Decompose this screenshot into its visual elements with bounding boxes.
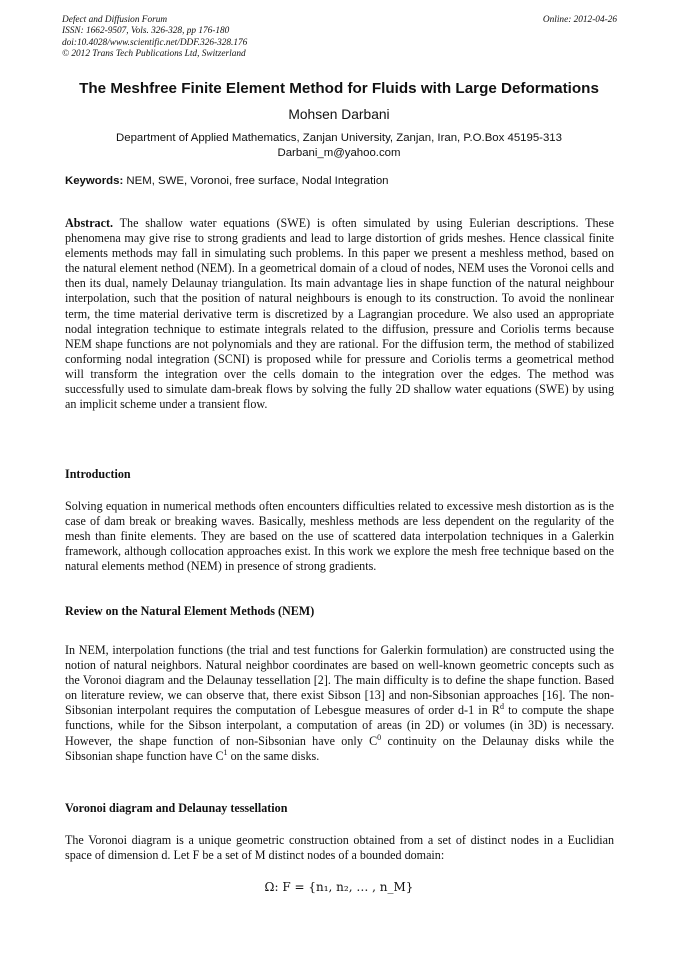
review-text-2: to compute the shape functions, while for the Sibson interpolant, a computation of areas (in 2D) or volumes (in 3D) is necessary. However, the shape function of non-Sibsonian have only C xyxy=(65,703,614,748)
introduction-paragraph: Solving equation in numerical methods often encounters difficulties related to excessive mesh distortion as is the case of dam break or breaking waves. Basically, meshless methods are less dependent on the regularity of the mesh than finite elements. They are based on the use of scattered data interpolation techniques in a Galerkin framework, although collocation approaches exist. In this work we explore the mesh free technique based on the natural elements method (NEM) in presence of strong gradients. xyxy=(65,499,614,574)
doi-line: doi:10.4028/www.scientific.net/DDF.326-328.176 xyxy=(62,37,248,48)
issn-line: ISSN: 1662-9507, Vols. 326-328, pp 176-180 xyxy=(62,26,230,37)
journal-header xyxy=(62,15,617,60)
online-date: Online: 2012-04-26 xyxy=(542,15,617,25)
voronoi-paragraph: The Voronoi diagram is a unique geometric construction obtained from a set of distinct nodes in a Euclidian space of dimension d. Let F be a set of M distinct nodes of a bounded domain: xyxy=(65,833,614,863)
node-set-equation: Ω: F = {n₁, n₂, … , n_M} xyxy=(264,880,414,894)
copyright-line: © 2012 Trans Tech Publications Ltd, Switzerland xyxy=(62,48,246,59)
abstract-text: The shallow water equations (SWE) is often simulated by using Eulerian descriptions. These phenomena may give rise to strong gradients and lead to large distortion of grids meshes. Hence classical finite elements methods may fall in simulating such problems. In this paper we present a meshless method, based on the natural element nethod (NEM). In a geometrical domain of a cloud of nodes, NEM uses the Voronoi cells and then its dual, namely Delaunay triangulation. Its main advantage lies in shape function of the natural neighbour interpolation, such that the position of natural neighbours is enough to its construction. To avoid the nonlinear term, the time material derivative term is discretized by a Lagrangian procedure. We also used an appropriate nodal integration technique to estimate integrals related to the diffusion, pressure and Coriolis terms because NEM shape functions are not polynomials and they are rational. For the diffusion term, the method of stabilized conforming nodal integration (SCNI) is proposed while for pressure and Coriolis terms a geometrical method will transform the integration over the cells domain to the integration over the edges. The method was successfully used to simulate dam-break flows by solving the fully 2D shallow water equations (SWE) by using an implicit scheme under a transient flow. xyxy=(65,216,614,412)
keywords-line xyxy=(65,175,389,187)
review-sup-2: 0 xyxy=(377,732,382,742)
nem-review-heading: Review on the Natural Element Methods (NEM) xyxy=(65,604,315,618)
author-affiliation xyxy=(0,131,678,161)
affiliation-line: Department of Applied Mathematics, Zanjan University, Zanjan, Iran, P.O.Box 45195-313 xyxy=(116,132,562,144)
keywords-label: Keywords: xyxy=(65,175,124,187)
paper-title: The Meshfree Finite Element Method for Fluids with Large Deformations xyxy=(79,80,599,97)
author-email: Darbani_m@yahoo.com xyxy=(277,147,401,159)
abstract-paragraph xyxy=(65,216,614,412)
journal-name: Defect and Diffusion Forum xyxy=(62,15,168,25)
abstract-label: Abstract. xyxy=(65,216,114,230)
voronoi-heading: Voronoi diagram and Delaunay tessellation xyxy=(65,801,288,815)
review-text-3: continuity on the Delaunay disks while the Sibsonian shape function have C xyxy=(65,733,614,763)
introduction-heading: Introduction xyxy=(65,467,131,481)
review-sup-3: 1 xyxy=(223,747,228,757)
review-text-4: on the same disks. xyxy=(227,748,320,763)
keywords-text: NEM, SWE, Voronoi, free surface, Nodal Integration xyxy=(123,175,389,187)
author-name: Mohsen Darbani xyxy=(288,107,390,122)
nem-review-paragraph xyxy=(65,643,614,764)
review-sup-1: d xyxy=(499,702,504,712)
review-text-1: In NEM, interpolation functions (the trial and test functions for Galerkin formulation) are constructed using the notion of natural neighbors. Natural neighbor coordinates are based on well-known geometric concepts such as the Voronoi diagram and the Delaunay tessellation [2]. The main difficulty is to define the shape function. Based on literature review, we can observe that, there exist Sibson [13] and non-Sibsonian approaches [16]. The non-Sibsonian interpolant requires the computation of Lebesgue measures of order d-1 in R xyxy=(65,643,614,718)
